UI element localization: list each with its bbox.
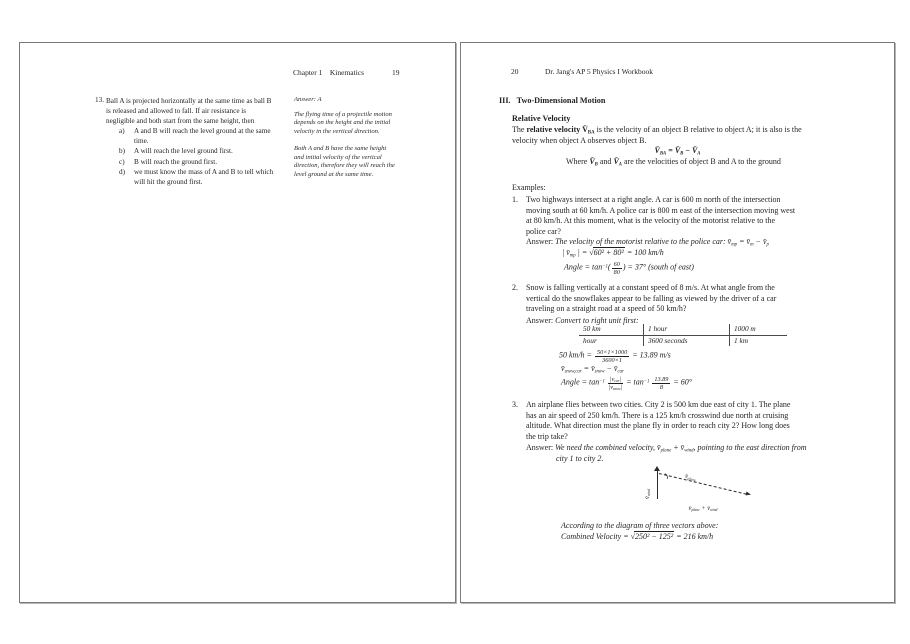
closing-line-1: According to the diagram of three vectors above: bbox=[561, 521, 719, 530]
unit-conversion-table bbox=[579, 324, 787, 346]
square-root: √250² − 125² bbox=[630, 532, 674, 541]
question-stem bbox=[106, 96, 271, 127]
conv-cell: 3600 seconds bbox=[643, 336, 729, 347]
formula-part: v̄ bbox=[762, 237, 767, 246]
text-line: Both A and B have the same height bbox=[294, 145, 387, 152]
choice-d-text bbox=[134, 167, 273, 187]
text-line: velocity in the vertical direction. bbox=[294, 127, 380, 135]
formula-part: = 216 km/h bbox=[674, 532, 714, 541]
combined-velocity-equation bbox=[561, 532, 713, 541]
formula-part: − bbox=[753, 237, 763, 246]
formula-part: is the velocity of an object B relative to object A; it is also is the bbox=[594, 125, 802, 134]
fraction bbox=[608, 376, 623, 391]
formula-part: = bbox=[666, 146, 675, 155]
answer-explanation-1 bbox=[294, 111, 444, 137]
formula-part: | v̄ bbox=[562, 248, 570, 257]
formula-part: ( bbox=[607, 262, 611, 272]
conv-cell: 1000 m bbox=[729, 324, 787, 336]
choice-a bbox=[119, 126, 273, 146]
answer-line: Answer: A bbox=[294, 96, 322, 103]
text-line: at 80 km/h. At this moment, what is the velocity of the motorist relative to the bbox=[526, 216, 776, 226]
formula-part: | = bbox=[575, 248, 590, 257]
text-line: we must know the mass of A and B to tell which bbox=[134, 167, 274, 176]
text-line: depends on the height and the initial bbox=[294, 119, 391, 126]
subscript: mp bbox=[731, 242, 738, 248]
page-number-right: 20 bbox=[511, 67, 519, 76]
formula-part: |v bbox=[609, 376, 615, 383]
formula-part: − bbox=[604, 364, 614, 373]
formula-part: 13.89 bbox=[654, 376, 669, 383]
example-1-text bbox=[526, 195, 795, 238]
formula-part: (south of east) bbox=[646, 262, 694, 272]
square-root: √60² + 80² bbox=[589, 248, 624, 257]
formula-part: 60 bbox=[613, 261, 620, 268]
superscript: −1 bbox=[602, 264, 608, 270]
formula-part: 8 bbox=[659, 384, 663, 392]
text-line: The flying time of a projectile motion bbox=[294, 110, 392, 118]
fraction bbox=[652, 376, 670, 391]
choice-c-text bbox=[134, 157, 273, 167]
example-3-number: 3. bbox=[512, 400, 518, 409]
subsection-heading: Relative Velocity bbox=[512, 114, 571, 123]
text-line: A and B will reach the level ground at the same bbox=[134, 127, 271, 135]
subscript: wind bbox=[684, 448, 694, 454]
formula-part: 80 bbox=[613, 269, 620, 277]
where-clause bbox=[566, 157, 781, 166]
example-1-magnitude-equation bbox=[562, 248, 664, 257]
choice-b bbox=[119, 146, 273, 156]
page-right bbox=[460, 42, 895, 603]
subscript: plane bbox=[691, 508, 700, 513]
choice-b-text bbox=[134, 146, 273, 156]
answer-column bbox=[294, 96, 444, 179]
example-3-text bbox=[526, 400, 790, 443]
intro-line-1 bbox=[512, 125, 882, 136]
text-line: Ball A is projected horizontally at the same time as ball B bbox=[106, 97, 272, 105]
plane-vector-arrowhead bbox=[746, 491, 752, 496]
text-line: the trip take? bbox=[526, 432, 568, 442]
formula-part: , pointing to the east direction from bbox=[693, 443, 807, 452]
formula-part: We need the combined velocity, bbox=[555, 443, 657, 452]
formula-part: v̄ bbox=[727, 237, 732, 246]
formula-part: v̄ bbox=[688, 505, 692, 512]
formula-part: v̄ bbox=[680, 443, 685, 452]
example-1-answer bbox=[526, 237, 769, 246]
plane-vector-label bbox=[684, 473, 696, 482]
formula-part: 50 km/h = bbox=[559, 350, 594, 360]
resultant-vector-label bbox=[649, 505, 757, 512]
text-line: altitude. What direction must the plane fly in order to reach city 2? How long does bbox=[526, 421, 790, 431]
question-number: 13. bbox=[95, 96, 104, 104]
choice-c-label: c) bbox=[119, 157, 125, 166]
example-1-number: 1. bbox=[512, 195, 518, 204]
formula-part: 60² + 80² bbox=[593, 248, 624, 257]
answer-text: Convert to right unit first: bbox=[555, 316, 639, 325]
formula-part: Answer: bbox=[526, 237, 556, 246]
formula-part: 3600×1 bbox=[602, 357, 622, 365]
formula-part: V̄ bbox=[582, 125, 588, 134]
subscript: p bbox=[766, 242, 769, 248]
text-line: traveling on a straight road at a speed of 50 km/h? bbox=[526, 304, 687, 314]
fraction bbox=[612, 261, 622, 276]
subscript: m bbox=[750, 242, 754, 248]
formula-part: The velocity of the motorist relative to the police car: bbox=[555, 237, 728, 246]
intro-line-2: velocity when object A observes object B. bbox=[512, 135, 647, 145]
formula-part: = tan bbox=[624, 377, 644, 387]
subscript: mp bbox=[569, 253, 576, 259]
formula-part: V̄ bbox=[589, 157, 595, 166]
conv-cell: 1 hour bbox=[643, 324, 729, 336]
formula-part: and bbox=[597, 157, 614, 166]
formula-part: = 100 km/h bbox=[624, 248, 664, 257]
formula-part: Where bbox=[566, 157, 590, 166]
subscript: snow bbox=[594, 369, 605, 375]
text-line: has an air speed of 250 km/h. There is a 125 km/h crosswind due north at cruising bbox=[526, 410, 789, 420]
example-1-angle-equation bbox=[564, 261, 694, 276]
formula-part: v̄ bbox=[746, 237, 751, 246]
example-3-answer bbox=[526, 443, 807, 452]
example-2-conversion-equation bbox=[559, 349, 671, 364]
subscript: wind bbox=[710, 508, 718, 513]
book-title-header: Dr. Jang's AP 5 Physics I Workbook bbox=[545, 67, 654, 76]
formula-part: V̄ bbox=[654, 146, 660, 155]
formula-part: v̄ bbox=[707, 505, 711, 512]
formula-part: v̄ bbox=[657, 443, 661, 452]
subscript: A bbox=[697, 151, 701, 157]
formula-part: relative velocity bbox=[526, 125, 583, 134]
formula-part: ) = 37° bbox=[622, 262, 647, 272]
subscript: BA bbox=[587, 130, 595, 136]
text-line: is released and allowed to fall. If air resistance is bbox=[106, 107, 247, 116]
relative-velocity-equation bbox=[461, 146, 894, 155]
vector-diagram bbox=[641, 466, 765, 520]
plane-vector-line bbox=[659, 473, 747, 495]
page-left bbox=[19, 42, 456, 603]
example-2-angle-equation bbox=[561, 376, 692, 391]
formula-part: Angle = tan bbox=[564, 262, 603, 272]
subscript: car bbox=[614, 379, 620, 384]
formula-part: = bbox=[581, 364, 592, 373]
formula-part: − bbox=[683, 146, 692, 155]
wind-vector-label bbox=[644, 489, 651, 499]
choice-d-label: d) bbox=[119, 167, 125, 176]
section-heading: III. Two-Dimensional Motion bbox=[499, 96, 606, 105]
formula-part: | bbox=[620, 384, 623, 392]
page-number-left: 19 bbox=[392, 68, 400, 77]
conv-cell: 1 km bbox=[729, 336, 787, 347]
chapter-header: Chapter 1 Kinematics bbox=[293, 68, 365, 77]
text-line: B will reach the ground first. bbox=[134, 157, 218, 166]
formula-part: = 13.89 m/s bbox=[630, 350, 671, 360]
subscript: plane bbox=[660, 448, 672, 454]
subscript: B bbox=[680, 151, 684, 157]
formula-part: v̄ bbox=[644, 496, 651, 499]
choice-a-label: a) bbox=[119, 127, 125, 135]
formula-part: = bbox=[737, 237, 747, 246]
answer-label: Answer: bbox=[526, 316, 556, 325]
text-line: will hit the ground first. bbox=[134, 178, 203, 187]
fraction bbox=[595, 349, 629, 364]
choice-a-text bbox=[134, 126, 273, 146]
subscript: snow bbox=[613, 387, 621, 392]
formula-part: are the velocities of object B and A to the ground bbox=[621, 157, 781, 166]
formula-part: V̄ bbox=[691, 146, 698, 155]
choice-b-label: b) bbox=[119, 147, 125, 156]
formula-part: V̄ bbox=[613, 157, 619, 166]
example-2-number: 2. bbox=[512, 283, 518, 292]
text-line: A will reach the level ground first. bbox=[134, 147, 233, 156]
subscript: snow,car bbox=[564, 369, 582, 375]
example-3-answer-continued: city 1 to city 2. bbox=[556, 454, 604, 463]
text-line: Two highways intersect at a right angle. A car is 600 m north of the intersection bbox=[526, 195, 781, 204]
formula-part: Combined Velocity = bbox=[561, 532, 631, 541]
wind-vector-line bbox=[657, 471, 658, 499]
text-line: police car? bbox=[526, 227, 561, 237]
formula-part bbox=[605, 377, 607, 386]
formula-part: Angle = tan bbox=[561, 377, 600, 387]
formula-part: v̄ bbox=[591, 364, 595, 373]
example-2-vector-equation bbox=[561, 364, 624, 373]
formula-part: + bbox=[671, 443, 681, 452]
text-line: An airplane flies between two cities. City 2 is 500 km due east of city 1. The plane bbox=[526, 400, 791, 409]
formula-part: 50×1×1000 bbox=[596, 349, 628, 356]
subscript: wind bbox=[647, 488, 652, 497]
formula-part: V̄ bbox=[674, 146, 681, 155]
superscript: −1 bbox=[643, 379, 650, 385]
conv-cell: hour bbox=[583, 335, 597, 345]
example-2-text bbox=[526, 283, 776, 315]
formula-part: = 60° bbox=[671, 377, 693, 387]
subscript: B bbox=[594, 162, 598, 168]
formula-part: + bbox=[699, 505, 708, 512]
formula-part bbox=[649, 377, 651, 386]
subscript: A bbox=[618, 162, 622, 168]
text-line: moving south at 60 km/h. A police car is 800 m east of the intersection moving west bbox=[526, 205, 796, 215]
subscript: car bbox=[617, 369, 624, 375]
text-line: negligible and both start from the same height, then bbox=[106, 117, 255, 126]
formula-part: Answer: bbox=[526, 443, 556, 452]
subscript: plane bbox=[687, 476, 697, 483]
formula-part: v̄ bbox=[561, 364, 565, 373]
examples-label: Examples: bbox=[512, 183, 546, 192]
text-line: time. bbox=[134, 137, 149, 146]
text-line: and initial velocity of the vertical bbox=[294, 153, 382, 161]
conv-cell: 50 km bbox=[579, 324, 643, 336]
formula-part: v̄ bbox=[684, 472, 689, 481]
choice-c bbox=[119, 157, 273, 167]
text-line: level ground at the same time. bbox=[294, 170, 374, 178]
answer-choices bbox=[119, 126, 273, 187]
intro-paragraph bbox=[512, 125, 882, 146]
answer-explanation-2 bbox=[294, 145, 444, 179]
formula-part: The bbox=[512, 125, 527, 134]
formula-part: 250² − 125² bbox=[635, 532, 674, 541]
subscript: BA bbox=[659, 151, 667, 157]
formula-part: | bbox=[619, 376, 622, 383]
choice-d bbox=[119, 167, 273, 187]
superscript: −1 bbox=[599, 379, 605, 385]
formula-part: |v bbox=[608, 384, 614, 392]
text-line: Snow is falling vertically at a constant speed of 8 m/s. At what angle from the bbox=[526, 283, 775, 292]
text-line: direction, therefore they will reach the bbox=[294, 162, 395, 169]
text-line: vertical do the snowflakes appear to be falling as viewed by the driver of a car bbox=[526, 293, 777, 303]
formula-part: v̄ bbox=[613, 364, 618, 373]
